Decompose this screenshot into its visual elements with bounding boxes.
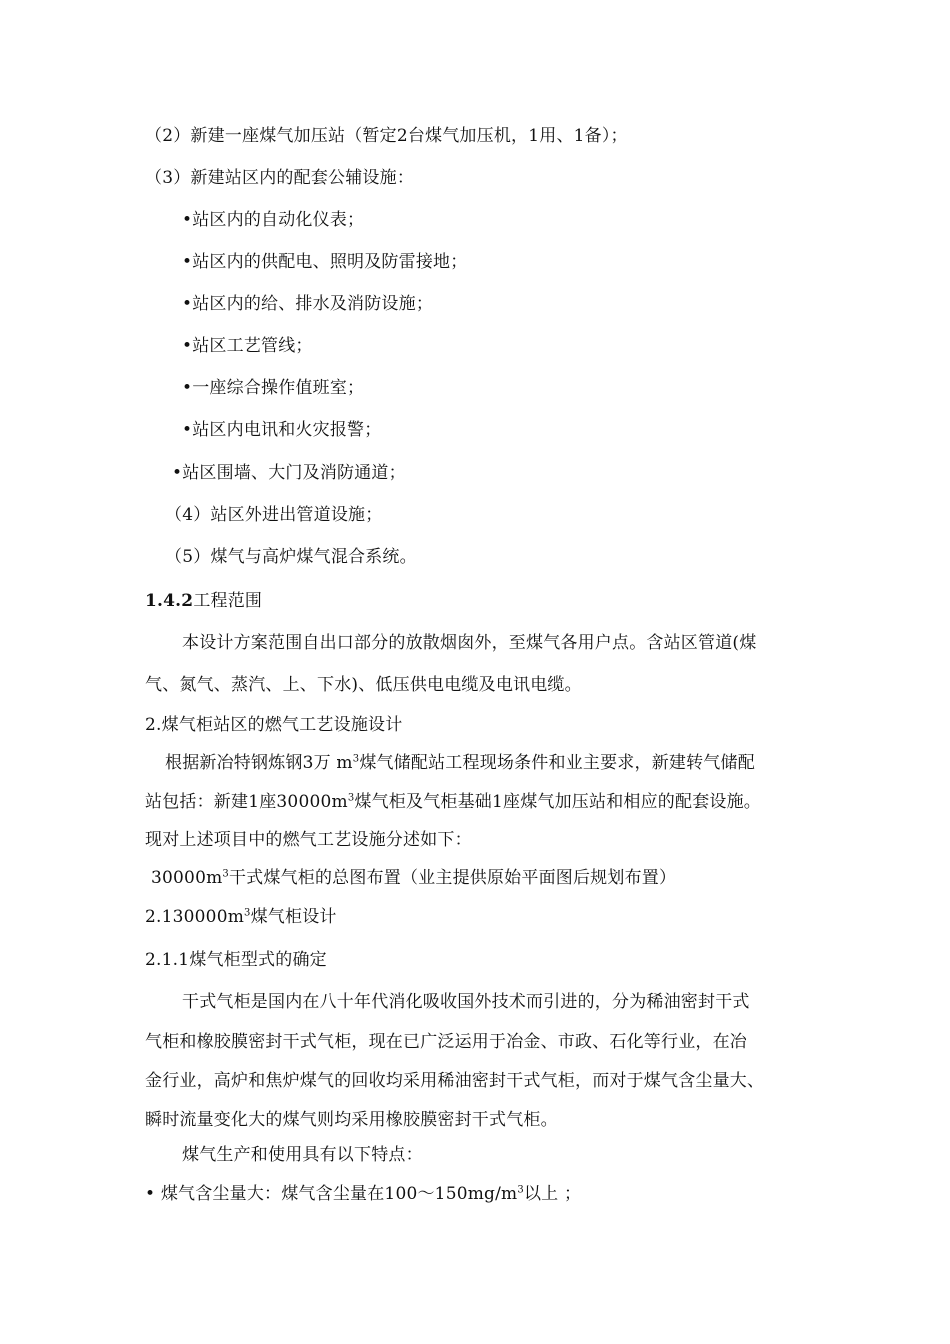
text: •站区内的供配电、照明及防雷接地； (182, 252, 468, 272)
paragraph-line (165, 751, 755, 775)
text-pre: 30000m (151, 868, 223, 888)
text: 煤气生产和使用具有以下特点： (182, 1145, 423, 1165)
text: （3）新建站区内的配套公辅设施： (145, 168, 415, 188)
text-post: 以上 ； (523, 1184, 582, 1204)
text-pre: 根据新冶特钢炼钢3万 m (165, 753, 353, 773)
text: 2.1.1煤气柜型式的确定 (145, 950, 327, 970)
text-post: 煤气柜及气柜基础1座煤气加压站和相应的配套设施。 (354, 792, 762, 812)
paragraph-line (145, 1069, 764, 1093)
paragraph-line (145, 1108, 558, 1132)
paragraph-line (145, 673, 582, 697)
text: 现对上述项目中的燃气工艺设施分述如下： (145, 830, 472, 850)
text: 干式气柜是国内在八十年代消化吸收国外技术而引进的，分为稀油密封干式 (182, 992, 750, 1012)
text: •站区内的自动化仪表； (182, 210, 365, 230)
section-heading-1-4-2 (145, 589, 262, 613)
list-item-external-pipelines (165, 503, 382, 527)
section-heading-2-1-1 (145, 948, 327, 972)
text-pre: 站包括：新建1座30000m (145, 792, 348, 812)
paragraph-line (145, 828, 472, 852)
list-item-booster-station (145, 124, 628, 148)
text: 瞬时流量变化大的煤气则均采用橡胶膜密封干式气柜。 (145, 1110, 558, 1130)
text: •站区围墙、大门及消防通道； (172, 463, 406, 483)
bullet-item (182, 418, 381, 442)
unit-superscript: 3 (244, 907, 251, 919)
text: •站区内电讯和火灾报警； (182, 420, 382, 440)
text: （4）站区外进出管道设施； (165, 505, 383, 525)
text: •站区工艺管线； (182, 336, 313, 356)
paragraph-line (145, 790, 761, 814)
section-title: 工程范围 (193, 591, 263, 611)
text: 本设计方案范围自出口部分的放散烟囱外，至煤气各用户点。含站区管道(煤 (182, 633, 757, 653)
unit-superscript: 3 (352, 753, 360, 765)
paragraph-line (182, 631, 756, 655)
bullet-item (182, 334, 313, 358)
text: •站区内的给、排水及消防设施； (182, 294, 434, 314)
text-post: 煤气储配站工程现场条件和业主要求，新建转气储配 (359, 753, 755, 773)
text-post: 干式煤气柜的总图布置（业主提供原始平面图后规划布置） (228, 868, 677, 888)
text-pre: • 煤气含尘量大：煤气含尘量在100～150mg/m (145, 1184, 518, 1204)
paragraph-line (182, 990, 750, 1014)
list-item-mixing-system (165, 545, 417, 569)
section-number: 1.4.2 (145, 591, 194, 611)
bullet-item (182, 292, 433, 316)
bullet-item (182, 208, 364, 232)
list-item-auxiliary-facilities (145, 166, 414, 190)
text: 气、氮气、蒸汽、上、下水)、低压供电电缆及电讯电缆。 (145, 675, 582, 695)
paragraph-line (151, 866, 676, 890)
bullet-item (172, 461, 406, 485)
text: （2）新建一座煤气加压站（暂定2台煤气加压机，1用、1备）； (145, 126, 628, 146)
section-heading-2-1 (145, 905, 337, 929)
unit-superscript: 3 (222, 868, 229, 880)
unit-superscript: 3 (347, 792, 355, 804)
unit-superscript: 3 (517, 1184, 524, 1196)
paragraph-line (182, 1143, 423, 1167)
section-heading-2 (145, 713, 402, 737)
bullet-item (145, 1182, 581, 1206)
bullet-item (182, 250, 467, 274)
text: 2.煤气柜站区的燃气工艺设施设计 (145, 715, 403, 735)
text: 气柜和橡胶膜密封干式气柜，现在已广泛运用于冶金、市政、石化等行业，在冶 (145, 1032, 747, 1052)
text: •一座综合操作值班室； (182, 378, 365, 398)
paragraph-line (145, 1030, 747, 1054)
bullet-item (182, 376, 364, 400)
text-pre: 2.130000m (145, 907, 245, 927)
text: 金行业，高炉和焦炉煤气的回收均采用稀油密封干式气柜，而对于煤气含尘量大、 (145, 1071, 765, 1091)
text-post: 煤气柜设计 (250, 907, 337, 927)
text: （5）煤气与高炉煤气混合系统。 (165, 547, 417, 567)
